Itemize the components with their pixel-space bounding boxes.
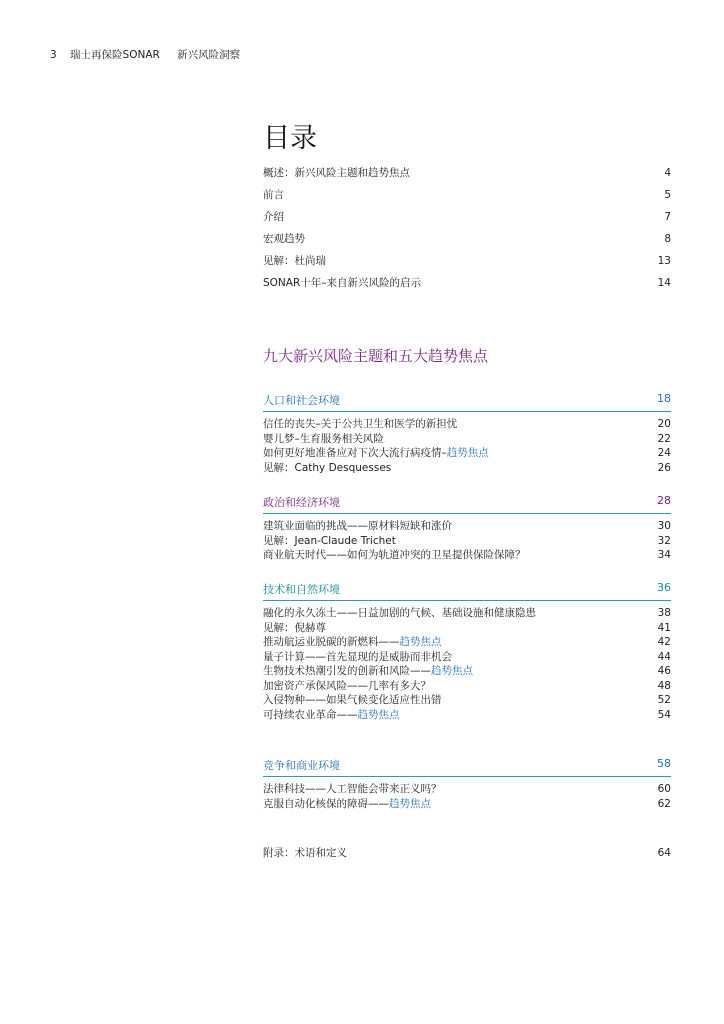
section-item[interactable]	[263, 621, 671, 636]
section-item[interactable]	[263, 534, 671, 549]
section-item-text: 克服自动化核保的障碍——	[263, 797, 389, 810]
section-item-text: 见解：Cathy Desquesses	[263, 461, 392, 474]
toc-title: 目录	[263, 123, 317, 154]
appendix-label: 附录：术语和定义	[263, 847, 347, 859]
section-item-page: 26	[657, 461, 671, 474]
section-item-page: 54	[657, 708, 671, 721]
section-item[interactable]	[263, 432, 671, 447]
trend-spotlight-tag: 趋势焦点	[389, 797, 431, 810]
section-heading[interactable]	[263, 392, 671, 412]
toc-section	[263, 757, 671, 811]
section-heading[interactable]	[263, 494, 671, 514]
section-heading-page: 58	[657, 757, 671, 770]
trend-spotlight-tag: 趋势焦点	[446, 447, 489, 459]
toc-entry-label: 宏观趋势	[263, 233, 305, 245]
section-item-text: 信任的丧失–关于公共卫生和医学的新担忧	[263, 418, 458, 430]
section-heading-label: 政治和经济环境	[263, 496, 340, 509]
section-item[interactable]	[263, 519, 671, 534]
toc-entry-page: 4	[664, 167, 671, 179]
toc-section	[263, 581, 671, 722]
section-item-page: 32	[657, 534, 671, 547]
toc-section	[263, 392, 671, 475]
section-heading[interactable]	[263, 581, 671, 601]
section-item-text: 见解：倪赫尊	[263, 621, 326, 634]
toc-entry[interactable]	[263, 210, 671, 232]
section-item-page: 20	[657, 418, 671, 430]
toc-entry-page: 5	[664, 189, 671, 201]
section-item-page: 52	[657, 694, 671, 706]
brand-name: 瑞士再保险SONAR	[70, 49, 160, 61]
section-item[interactable]	[263, 461, 671, 476]
trend-spotlight-tag: 趋势焦点	[431, 665, 473, 677]
toc-entry[interactable]	[263, 276, 671, 298]
toc-main-list	[263, 166, 671, 298]
trend-spotlight-tag: 趋势焦点	[399, 636, 442, 648]
section-item-page: 46	[657, 665, 671, 677]
section-item[interactable]	[263, 664, 671, 679]
section-heading[interactable]	[263, 757, 671, 777]
section-item-text: 量子计算——首先显现的是威胁而非机会	[263, 650, 452, 663]
toc-entry[interactable]	[263, 846, 671, 860]
section-item[interactable]	[263, 650, 671, 665]
section-item[interactable]	[263, 635, 671, 650]
section-item[interactable]	[263, 606, 671, 621]
running-header	[50, 47, 240, 62]
section-heading-label: 竞争和商业环境	[263, 759, 340, 772]
section-item[interactable]	[263, 693, 671, 708]
section-item-text: 融化的永久冻土——日益加剧的气候、基础设施和健康隐患	[263, 607, 536, 619]
section-item-text: 可持续农业革命——	[263, 708, 358, 721]
section-heading-page: 36	[657, 581, 671, 594]
section-item[interactable]	[263, 417, 671, 432]
toc-entry-label: 见解：杜尚瑞	[263, 255, 326, 267]
page-number: 3	[50, 49, 57, 61]
toc-entry-page: 14	[657, 277, 671, 289]
trend-spotlight-tag: 趋势焦点	[357, 708, 400, 721]
toc-entry-label: SONAR十年–来自新兴风险的启示	[263, 277, 422, 289]
section-item-page: 60	[657, 783, 671, 795]
section-item-text: 如何更好地准备应对下次大流行病疫情–	[263, 447, 447, 459]
toc-entry-label: 概述：新兴风险主题和趋势焦点	[263, 167, 410, 179]
toc-entry[interactable]	[263, 232, 671, 254]
section-item-text: 推动航运业脱碳的新燃料——	[263, 636, 400, 648]
section-item-page: 44	[657, 650, 671, 663]
section-item-text: 入侵物种——如果气候变化适应性出错	[263, 694, 442, 706]
section-item-text: 商业航天时代——如何为轨道冲突的卫星提供保险保障？	[263, 549, 526, 561]
section-item-page: 34	[657, 549, 671, 561]
section-heading-page: 28	[657, 494, 671, 507]
toc-entry[interactable]	[263, 166, 671, 188]
section-heading-label: 人口和社会环境	[263, 394, 340, 407]
section-item-page: 30	[657, 520, 671, 532]
section-item-page: 42	[657, 636, 671, 648]
toc-entry[interactable]	[263, 254, 671, 276]
section-item-text: 法律科技——人工智能会带来正义吗？	[263, 783, 442, 795]
section-item[interactable]	[263, 782, 671, 797]
section-item[interactable]	[263, 548, 671, 563]
header-subtitle: 新兴风险洞察	[177, 49, 241, 61]
toc-entry-page: 13	[657, 255, 671, 267]
appendix-entry	[263, 846, 671, 860]
section-item-page: 48	[657, 679, 671, 692]
section-item-text: 婴儿梦–生育服务相关风险	[263, 432, 384, 445]
themes-title: 九大新兴风险主题和五大趋势焦点	[263, 347, 489, 365]
section-item-page: 24	[657, 447, 671, 459]
toc-entry-page: 8	[664, 233, 671, 245]
toc-entry-page: 7	[664, 211, 671, 223]
section-item[interactable]	[263, 446, 671, 461]
section-item-page: 22	[657, 432, 671, 445]
section-heading-page: 18	[657, 392, 671, 405]
section-item-text: 见解：Jean-Claude Trichet	[263, 534, 396, 547]
section-item-text: 加密资产承保风险——几率有多大？	[263, 679, 431, 692]
section-item-text: 生物技术热潮引发的创新和风险——	[263, 665, 431, 677]
section-item[interactable]	[263, 708, 671, 723]
appendix-page: 64	[657, 847, 671, 859]
section-item-page: 41	[657, 621, 671, 634]
section-item-page: 62	[657, 797, 671, 810]
section-item-page: 38	[657, 607, 671, 619]
section-item-text: 建筑业面临的挑战——原材料短缺和涨价	[263, 520, 452, 532]
section-item[interactable]	[263, 797, 671, 812]
section-item[interactable]	[263, 679, 671, 694]
section-heading-label: 技术和自然环境	[263, 583, 340, 596]
toc-entry-label: 前言	[263, 189, 284, 201]
toc-entry-label: 介绍	[263, 211, 284, 223]
toc-entry[interactable]	[263, 188, 671, 210]
toc-section	[263, 494, 671, 563]
